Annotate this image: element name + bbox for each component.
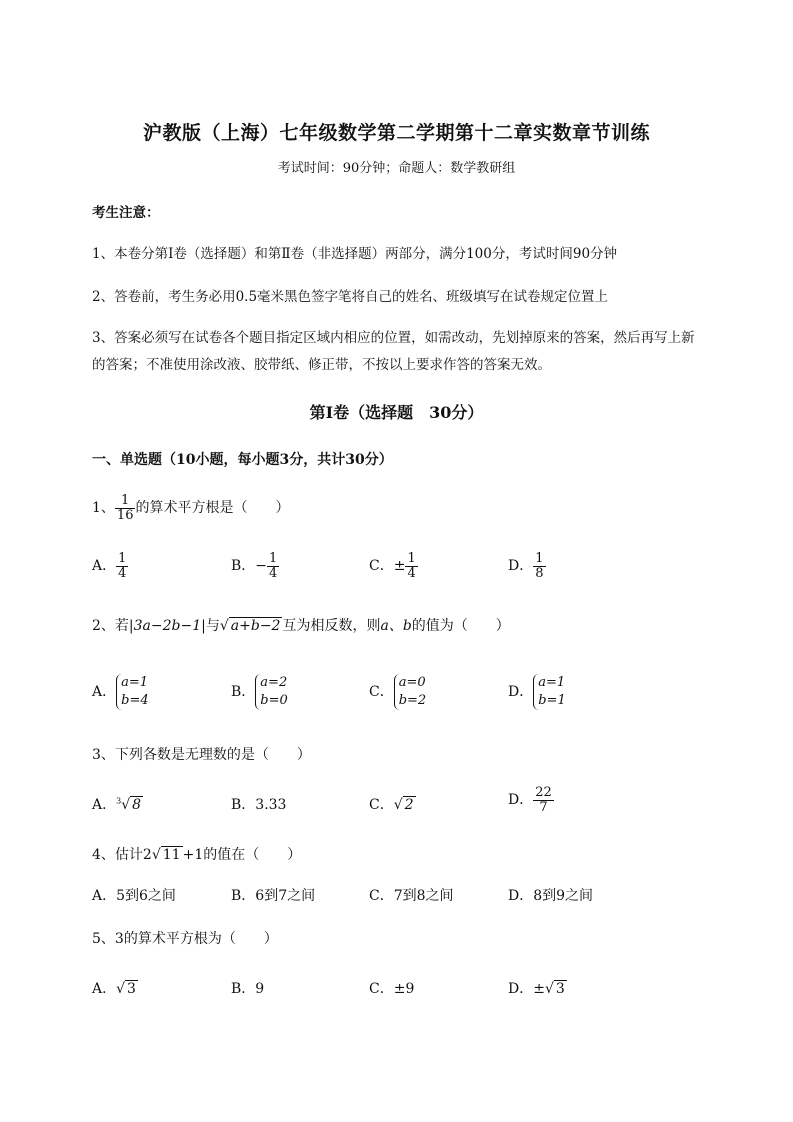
q1-option-a (92, 552, 128, 580)
q3-c-root: √ 2 (393, 797, 414, 813)
q2-text: 互为相反数，则 (282, 618, 381, 634)
q5-option-d (508, 978, 567, 998)
question-2 (92, 615, 510, 635)
q1-c-num: 1 (407, 551, 416, 566)
q5-d-root: √ 3 (544, 981, 565, 997)
q1-frac-num: 1 (115, 494, 136, 509)
q2-a-system (116, 674, 149, 710)
q5-a-label: A． (92, 981, 117, 997)
q2-tail: 的值为（ ） (411, 618, 510, 634)
q4-radicand: 11 (162, 847, 181, 863)
q3-a-radicand: 8 (132, 797, 142, 813)
q2-prefix: 2、若 (92, 618, 129, 634)
q5-option-c: C．±9 (369, 981, 415, 997)
q1-a-frac (116, 552, 128, 580)
q1-c-den: 4 (407, 565, 416, 581)
q5-d-label: D．± (508, 981, 545, 997)
q1-d-num: 1 (535, 551, 544, 566)
q4-option-c: C．7到8之间 (369, 888, 454, 904)
q5-a-root: √ 3 (116, 981, 136, 997)
q1-c-frac (405, 552, 417, 580)
q1-d-label: D． (508, 558, 534, 575)
q5-d-radicand: 3 (555, 981, 565, 997)
q4-coef: 2 (142, 847, 152, 863)
q1-b-label: B． (231, 558, 256, 575)
q2-sqrt-expression: a+b−2 (230, 618, 281, 634)
question-5: 5、3的算术平方根为（ ） (92, 931, 278, 947)
q4-root: √ 11 (151, 847, 181, 863)
q1-fraction (115, 494, 136, 522)
q4-prefix: 4、估计 (92, 847, 143, 863)
q1-option-d (508, 552, 546, 580)
notice-item-3: 3、答案必须写在试卷各个题目指定区域内相应的位置，如需改动，先划掉原来的答案，然后再写上新 (92, 330, 695, 346)
notice-item-2: 2、答卷前，考生务必用0.5毫米黑色签字笔将自己的姓名、班级填写在试卷规定位置上 (92, 289, 609, 305)
q1-b-den: 4 (269, 565, 278, 581)
page-subtitle: 考试时间：90分钟；命题人：数学教研组 (277, 161, 516, 176)
q2-b-label: B． (231, 684, 256, 701)
q3-d-den: 7 (539, 799, 548, 815)
section-title: 第I卷（选择题 30分） (309, 403, 484, 422)
q1-c-sign: ± (393, 558, 406, 575)
q1-prefix: 1、 (92, 500, 115, 517)
q4-text: 的值在（ ） (203, 847, 302, 863)
q1-b-frac (267, 552, 279, 580)
q2-c-label: C． (369, 684, 394, 701)
part-title: 一、单选题（10小题，每小题3分，共计30分） (92, 452, 393, 468)
q3-d-label: D． (508, 792, 534, 809)
q1-text: 的算术平方根是（ ） (135, 500, 290, 517)
notice-heading: 考生注意： (92, 205, 160, 221)
q1-a-label: A． (92, 558, 117, 575)
q1-b-sign: − (255, 558, 268, 575)
q3-d-num: 22 (535, 785, 552, 800)
q3-c-radicand: 2 (404, 797, 414, 813)
q3-a-index: 3 (116, 796, 122, 806)
q2-b-line1: a=2 (260, 675, 288, 690)
q2-option-b (231, 674, 288, 710)
q2-c-line1: a=0 (398, 675, 426, 690)
q3-d-frac (533, 786, 554, 814)
q2-a-line2: b=4 (121, 693, 149, 709)
q5-a-radicand: 3 (127, 981, 136, 997)
q2-a-label: A． (92, 684, 117, 701)
q4-plus: +1 (182, 847, 204, 863)
q3-option-c (369, 794, 416, 814)
q2-d-system (533, 674, 566, 710)
q5-option-b: B．9 (231, 981, 265, 997)
q3-b-label: B． (231, 797, 256, 813)
q2-sqrt: √ a+b−2 (219, 618, 281, 634)
q2-option-a (92, 674, 149, 710)
q1-b-num: 1 (269, 551, 278, 566)
q2-mid: 与 (205, 618, 220, 634)
question-3: 3、下列各数是无理数的是（ ） (92, 747, 311, 763)
q3-option-a (92, 794, 143, 814)
notice-item-3-cont: 的答案；不准使用涂改液、胶带纸、修正带，不按以上要求作答的答案无效。 (92, 357, 551, 373)
q3-a-label: A． (92, 797, 117, 813)
q2-b-system (255, 674, 288, 710)
q4-option-a: A．5到6之间 (92, 888, 176, 904)
q3-option-b (231, 794, 286, 814)
q1-option-b (231, 552, 279, 580)
q1-c-label: C． (369, 558, 394, 575)
q2-a-line1: a=1 (121, 675, 149, 690)
q1-a-num: 1 (118, 551, 127, 566)
notice-item-1: 1、本卷分第I卷（选择题）和第Ⅱ卷（非选择题）两部分，满分100分，考试时间90分钟 (92, 246, 618, 262)
q2-option-c (369, 674, 426, 710)
question-1 (92, 494, 289, 522)
q3-c-label: C． (369, 797, 394, 813)
q2-d-label: D． (508, 684, 534, 701)
q2-c-line2: b=2 (398, 693, 427, 709)
q4-option-b: B．6到7之间 (231, 888, 316, 904)
page-title: 沪教版（上海）七年级数学第二学期第十二章实数章节训练 (142, 122, 650, 144)
q3-option-d (508, 786, 554, 814)
q2-abs-expression: |3a−2b−1| (128, 618, 206, 634)
q2-option-d (508, 674, 566, 710)
q1-option-c (369, 552, 418, 580)
q2-c-system (394, 674, 427, 710)
q2-d-line1: a=1 (538, 675, 566, 690)
q2-b-line2: b=0 (260, 693, 288, 709)
q1-d-frac (533, 552, 545, 580)
q2-vars: a、b (380, 618, 412, 634)
q1-frac-den: 16 (116, 507, 134, 523)
q5-option-a (92, 978, 138, 998)
q3-b-value: 3.33 (255, 797, 287, 813)
q4-option-d: D．8到9之间 (508, 888, 594, 904)
question-4 (92, 844, 301, 864)
q1-a-den: 4 (118, 565, 127, 581)
q2-d-line2: b=1 (538, 693, 566, 709)
q1-d-den: 8 (535, 565, 544, 581)
q3-a-root: √ 8 (121, 797, 142, 813)
